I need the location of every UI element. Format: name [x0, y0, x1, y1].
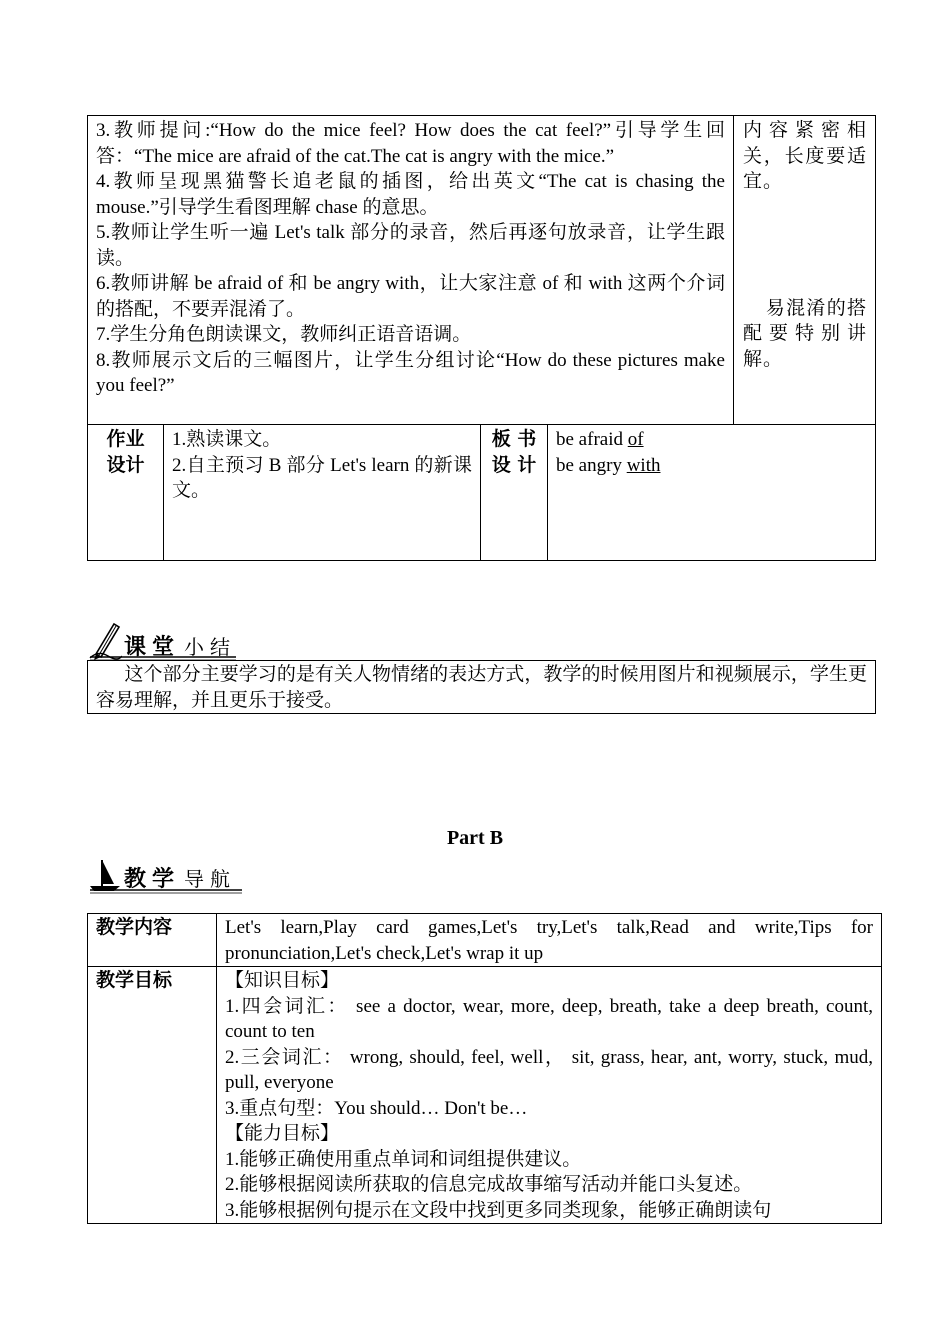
goal-item: 2.三会词汇： wrong, should, feel, well， sit, grass, hear, ant, worry, stuck, mud, pull, everyone — [225, 1046, 873, 1093]
board-underlined-word: of — [627, 429, 644, 450]
goals-label-cell — [88, 967, 217, 1224]
header-underline — [90, 888, 242, 894]
summary-table — [87, 660, 876, 714]
summary-cell — [88, 661, 876, 714]
board-cell — [548, 425, 876, 561]
homework-item: 2.自主预习 B 部分 Let's learn 的新课文。 — [172, 454, 472, 501]
goal-heading: 【能力目标】 — [225, 1123, 340, 1144]
goal-item: 2.能够根据阅读所获取的信息完成故事缩写活动并能口头复述。 — [225, 1174, 753, 1195]
step-item: 3.教师提问:“How do the mice feel? How does the cat feel?”引导学生回答：“The mice are afraid of the cat.The cat is angry with the mice.” — [96, 120, 725, 167]
part-b-table — [87, 913, 882, 1224]
lesson-steps-table — [87, 115, 876, 425]
goal-item: 1.四会词汇： see a doctor, wear, more, deep, breath, take a deep breath, count, count to ten — [225, 995, 873, 1042]
summary-text: 这个部分主要学习的是有关人物情绪的表达方式，教学的时候用图片和视频展示，学生更容易理解，并且更乐于接受。 — [96, 664, 867, 711]
homework-item: 1.熟读课文。 — [172, 429, 282, 450]
pencil-icon — [88, 620, 122, 660]
board-label-cell — [481, 425, 548, 561]
homework-board-table — [87, 424, 876, 561]
content-label: 教学内容 — [96, 916, 173, 938]
content-cell — [217, 914, 882, 967]
goal-item: 1.能够正确使用重点单词和词组提供建议。 — [225, 1148, 582, 1170]
note-2: 易混淆的搭配要特别讲解。 — [743, 297, 867, 370]
notes-cell — [734, 116, 876, 425]
step-item: 5.教师让学生听一遍 Let's talk 部分的录音，然后再逐句放录音，让学生跟读。 — [96, 222, 725, 269]
goal-item: 3.重点句型：You should… Don't be… — [225, 1097, 528, 1119]
step-item: 4.教师呈现黑猫警长追老鼠的插图，给出英文“The cat is chasing the mouse.”引导学生看图理解 chase 的意思。 — [96, 171, 725, 218]
summary-header — [88, 616, 238, 660]
content-text: Let's learn,Play card games,Let's try,Let's talk,Read and write,Tips for pronunciation,Let's check,Let's wrap it up — [225, 917, 873, 964]
summary-header-light: 小结 — [184, 634, 237, 659]
boat-icon — [88, 858, 122, 892]
part-b-title: Part B — [446, 827, 504, 849]
part-b-header-bold: 教学 — [124, 866, 181, 892]
board-underlined-word: with — [626, 454, 661, 476]
board-label-2: 设 计 — [491, 453, 537, 476]
goals-cell — [217, 967, 882, 1224]
content-label-cell — [88, 914, 217, 967]
goal-heading: 【知识目标】 — [225, 970, 340, 991]
steps-list — [96, 118, 725, 399]
homework-label-cell — [88, 425, 164, 561]
homework-label-2: 设计 — [106, 453, 145, 476]
goal-item: 3.能够根据例句提示在文段中找到更多同类现象，能够正确朗读句 — [225, 1199, 772, 1221]
homework-label: 作业 — [106, 428, 145, 450]
steps-cell — [88, 116, 734, 425]
board-line — [556, 427, 867, 453]
goals-label: 教学目标 — [96, 969, 173, 991]
board-label: 板 书 — [491, 428, 537, 450]
part-b-header — [88, 856, 248, 892]
board-line — [556, 453, 867, 479]
note-1: 内容紧密相关，长度要适宜。 — [743, 120, 867, 192]
step-item: 8.教师展示文后的三幅图片，让学生分组讨论“How do these pictures make you feel?” — [96, 349, 725, 396]
homework-cell — [164, 425, 481, 561]
step-item: 7.学生分角色朗读课文，教师纠正语音语调。 — [96, 324, 472, 345]
summary-header-bold: 课堂 — [124, 634, 181, 660]
step-item: 6.教师讲解 be afraid of 和 be angry with，让大家注意 of 和 with 这两个介词的搭配，不要弄混淆了。 — [96, 273, 725, 320]
board-text: be afraid — [556, 429, 628, 450]
board-text: be angry — [556, 454, 627, 476]
part-b-header-light: 导航 — [184, 866, 237, 891]
